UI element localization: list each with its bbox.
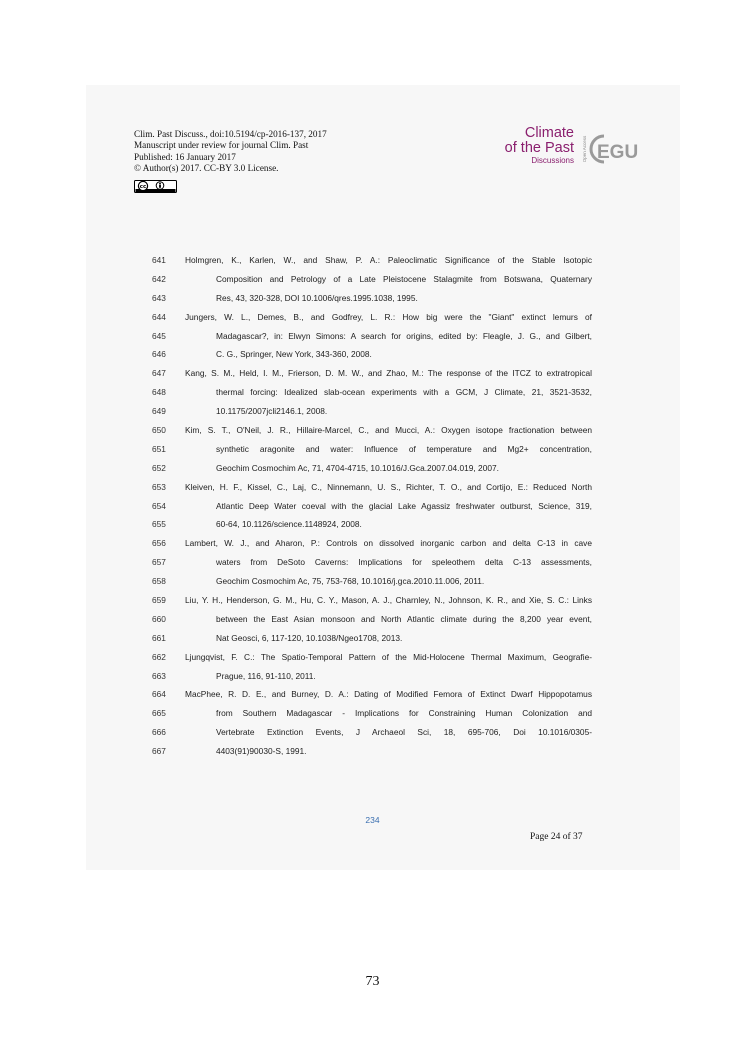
line-number: 663 bbox=[152, 670, 166, 681]
line-number: 650 bbox=[152, 425, 166, 436]
line-number: 643 bbox=[152, 292, 166, 303]
header-line-doi: Clim. Past Discuss., doi:10.5194/cp-2016-137, 2017 bbox=[134, 129, 327, 139]
reference-text: Geochim Cosmochim Ac, 71, 4704-4715, 10.1016/J.Gca.2007.04.019, 2007. bbox=[216, 462, 499, 473]
reference-text: Madagascar?, in: Elwyn Simons: A search for origins, edited by: Fleagle, J. G., and Gilbert, bbox=[216, 330, 592, 341]
reference-line bbox=[152, 270, 592, 289]
reference-text: synthetic aragonite and water: Influence of temperature and Mg2+ concentration, bbox=[216, 443, 592, 454]
page-of-total: Page 24 of 37 bbox=[530, 832, 583, 842]
line-number: 664 bbox=[152, 689, 166, 700]
logo-discussions: Discussions bbox=[531, 156, 574, 165]
reference-text: Liu, Y. H., Henderson, G. M., Hu, C. Y., Mason, A. J., Charnley, N., Johnson, K. R., and Xie, S. C.: Links bbox=[185, 595, 592, 606]
line-number: 649 bbox=[152, 406, 166, 417]
line-number: 666 bbox=[152, 727, 166, 738]
reference-text: Res, 43, 320-328, DOI 10.1006/qres.1995.1038, 1995. bbox=[216, 292, 418, 303]
header-line-review: Manuscript under review for journal Clim. Past bbox=[134, 140, 309, 151]
reference-text: Composition and Petrology of a Late Pleistocene Stalagmite from Botswana, Quaternary bbox=[216, 273, 592, 284]
line-number: 654 bbox=[152, 500, 166, 511]
line-number: 644 bbox=[152, 311, 166, 322]
reference-line bbox=[152, 402, 592, 421]
reference-text: Lambert, W. J., and Aharon, P.: Controls on dissolved inorganic carbon and delta C-13 in cave bbox=[185, 538, 592, 549]
reference-text: 60-64, 10.1126/science.1148924, 2008. bbox=[216, 519, 362, 530]
reference-line bbox=[152, 685, 592, 704]
reference-line bbox=[152, 440, 592, 459]
line-number: 651 bbox=[152, 443, 166, 454]
egu-label: EGU bbox=[597, 142, 638, 163]
line-number: 662 bbox=[152, 651, 166, 662]
inner-page-number: 234 bbox=[365, 815, 380, 825]
reference-line bbox=[152, 629, 592, 648]
reference-line bbox=[152, 364, 592, 383]
line-number: 652 bbox=[152, 462, 166, 473]
reference-text: from Southern Madagascar - Implications for Constraining Human Colonization and bbox=[216, 708, 592, 719]
reference-text: Nat Geosci, 6, 117-120, 10.1038/Ngeo1708, 2013. bbox=[216, 632, 403, 643]
reference-line bbox=[152, 515, 592, 534]
reference-line bbox=[152, 308, 592, 327]
reference-line bbox=[152, 742, 592, 761]
line-number: 647 bbox=[152, 368, 166, 379]
reference-line bbox=[152, 704, 592, 723]
reference-text: thermal forcing: Idealized slab-ocean experiments with a GCM, J Climate, 21, 3521-3532, bbox=[216, 387, 592, 398]
reference-line bbox=[152, 497, 592, 516]
line-number: 661 bbox=[152, 632, 166, 643]
reference-line bbox=[152, 289, 592, 308]
logo-of-the-past: of the Past bbox=[504, 140, 574, 156]
reference-text: waters from DeSoto Caverns: Implications for speleothem delta C-13 assessments, bbox=[216, 557, 592, 568]
reference-line bbox=[152, 327, 592, 346]
line-number: 656 bbox=[152, 538, 166, 549]
svg-text:cc: cc bbox=[139, 184, 147, 190]
reference-line bbox=[152, 648, 592, 667]
line-number: 645 bbox=[152, 330, 166, 341]
cc-by-license-icon bbox=[134, 180, 177, 193]
reference-text: between the East Asian monsoon and North Atlantic climate during the 8,200 year event, bbox=[216, 613, 592, 624]
line-number: 641 bbox=[152, 255, 166, 265]
line-number: 665 bbox=[152, 708, 166, 719]
journal-logo-text bbox=[500, 126, 574, 166]
reference-line bbox=[152, 723, 592, 742]
line-number: 659 bbox=[152, 595, 166, 606]
header-line-published: Published: 16 January 2017 bbox=[134, 151, 236, 162]
open-access-label: Open Access bbox=[582, 135, 587, 163]
reference-line bbox=[152, 572, 592, 591]
line-number: 660 bbox=[152, 613, 166, 624]
line-number: 657 bbox=[152, 557, 166, 568]
line-number: 642 bbox=[152, 273, 166, 284]
reference-line bbox=[152, 383, 592, 402]
reference-text: Kleiven, H. F., Kissel, C., Laj, C., Ninnemann, U. S., Richter, T. O., and Cortijo, E.: Reduced North bbox=[185, 481, 592, 492]
reference-text: 4403(91)90030-S, 1991. bbox=[216, 746, 307, 757]
reference-text: Vertebrate Extinction Events, J Archaeol Sci, 18, 695-706, Doi 10.1016/0305- bbox=[216, 727, 592, 738]
reference-text: Atlantic Deep Water coeval with the glacial Lake Agassiz freshwater outburst, Science, 319, bbox=[216, 500, 592, 511]
reference-text: Jungers, W. L., Demes, B., and Godfrey, L. R.: How big were the "Giant" extinct lemurs of bbox=[185, 311, 592, 322]
reference-text: Kim, S. T., O'Neil, J. R., Hillaire-Marcel, C., and Mucci, A.: Oxygen isotope fractionation between bbox=[185, 425, 592, 436]
book-page-number: 73 bbox=[365, 974, 380, 989]
journal-header bbox=[134, 129, 327, 175]
reference-text: Geochim Cosmochim Ac, 75, 753-768, 10.1016/j.gca.2010.11.006, 2011. bbox=[216, 576, 485, 587]
reference-list bbox=[152, 251, 592, 761]
line-number: 658 bbox=[152, 576, 166, 587]
line-number: 667 bbox=[152, 746, 166, 757]
reference-text: 10.1175/2007jcli2146.1, 2008. bbox=[216, 406, 328, 417]
reference-line bbox=[152, 553, 592, 572]
logo-climate: Climate bbox=[524, 125, 574, 141]
reference-text: MacPhee, R. D. E., and Burney, D. A.: Dating of Modified Femora of Extinct Dwarf Hippopotamus bbox=[185, 689, 592, 700]
reference-line bbox=[152, 534, 592, 553]
header-line-license: © Author(s) 2017. CC-BY 3.0 License. bbox=[134, 163, 279, 174]
reference-line bbox=[152, 667, 592, 686]
reference-text: Holmgren, K., Karlen, W., and Shaw, P. A.: Paleoclimatic Significance of the Stable Isotopic bbox=[185, 255, 592, 265]
reference-line bbox=[152, 459, 592, 478]
line-number: 648 bbox=[152, 387, 166, 398]
reference-text: Ljungqvist, F. C.: The Spatio-Temporal Pattern of the Mid-Holocene Thermal Maximum, Geografie- bbox=[185, 651, 592, 662]
reference-line bbox=[152, 421, 592, 440]
reference-text: Prague, 116, 91-110, 2011. bbox=[216, 670, 316, 681]
reference-line bbox=[152, 478, 592, 497]
line-number: 655 bbox=[152, 519, 166, 530]
line-number: 646 bbox=[152, 349, 166, 360]
reference-line bbox=[152, 345, 592, 364]
reference-line bbox=[152, 610, 592, 629]
reference-text: Kang, S. M., Held, I. M., Frierson, D. M. W., and Zhao, M.: The response of the ITCZ to extratropical bbox=[185, 368, 592, 379]
reference-text: C. G., Springer, New York, 343-360, 2008. bbox=[216, 349, 372, 360]
reference-line bbox=[152, 251, 592, 270]
egu-logo-icon bbox=[580, 128, 638, 170]
reference-line bbox=[152, 591, 592, 610]
line-number: 653 bbox=[152, 481, 166, 492]
